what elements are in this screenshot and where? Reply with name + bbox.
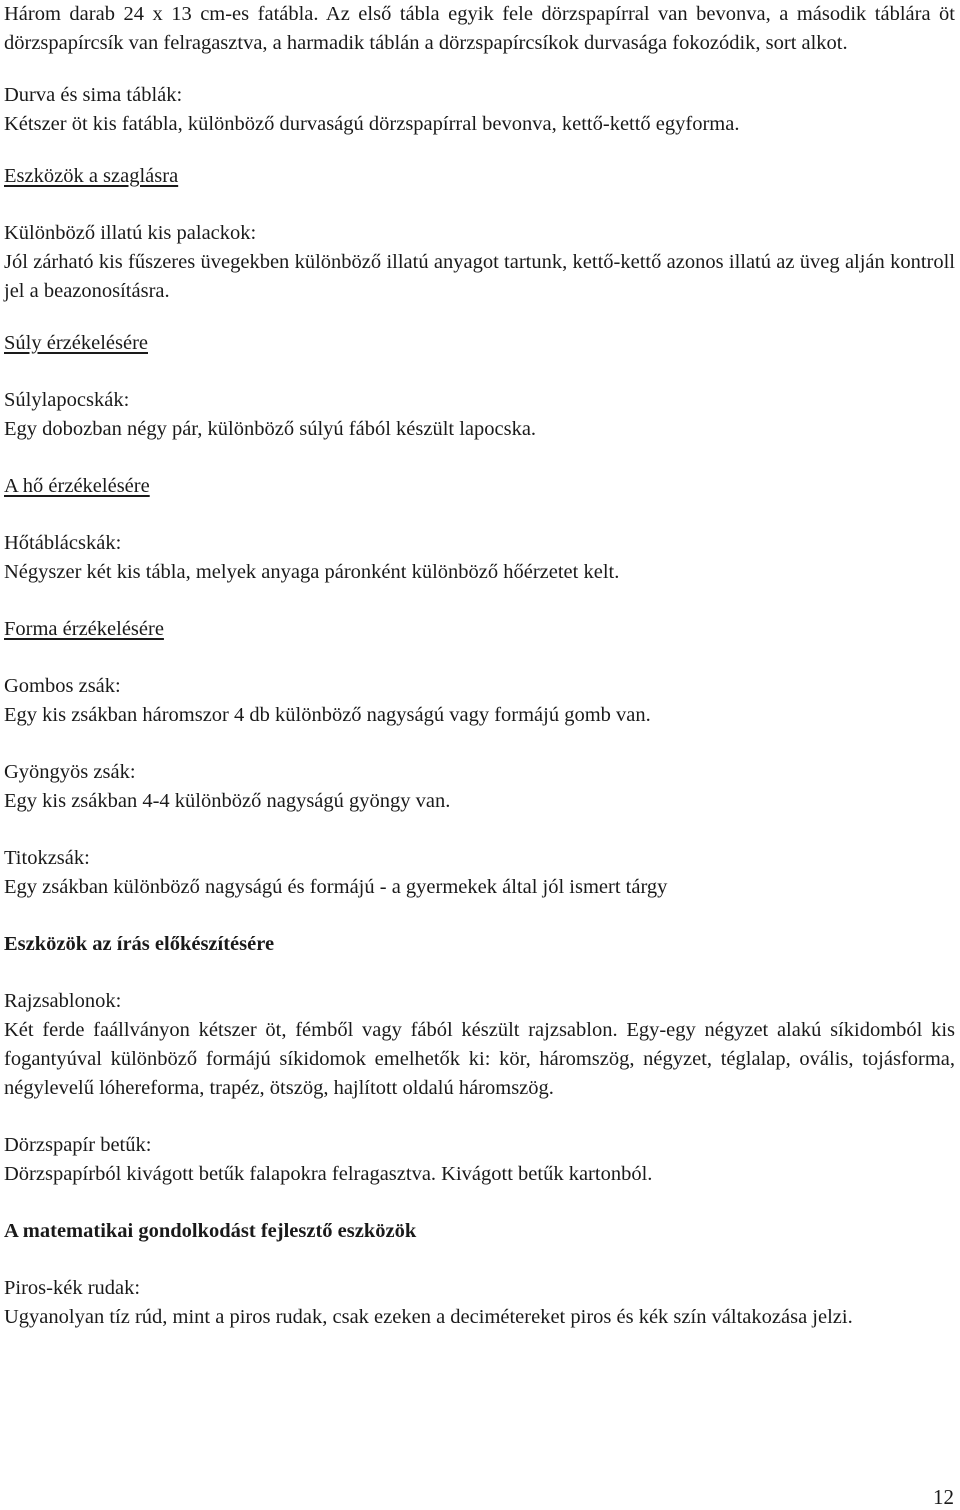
page-number: 12: [933, 1485, 954, 1509]
item-description-palackok: Jól zárható kis fűszeres üvegekben különböző illatú anyagot tartunk, kettő-kettő azonos illatú az üveg alján kontroll jel a beazonosításra.: [4, 251, 955, 302]
item-label-durva-sima: Durva és sima táblák:: [4, 84, 183, 106]
item-description-rajzsablonok: Két ferde faállványon kétszer öt, fémből vagy fából készült rajzsablon. Egy-egy négyzet alakú síkidomból kis fogantyúval különböző formájú síkidomok emelhetők ki: kör, háromszög, négyzet, téglalap, ovális, tojásforma, négylevelű lóhereforma, trapéz, ötszög, hajlított oldalú háromszög.: [4, 1019, 955, 1099]
item-label-hotablacskak: Hőtáblácskák:: [4, 532, 122, 554]
item-label-dorzspapir-betuk: Dörzspapír betűk:: [4, 1134, 152, 1156]
item-description-hotablacskak: Négyszer két kis tábla, melyek anyaga páronként különböző hőérzetet kelt.: [4, 561, 620, 583]
item-description-titokzsak: Egy zsákban különböző nagyságú és formájú - a gyermekek által jól ismert tárgy: [4, 876, 668, 898]
item-description-gombos-zsak: Egy kis zsákban háromszor 4 db különböző nagyságú vagy formájú gomb van.: [4, 704, 651, 726]
document-page: [4, 0, 955, 1332]
section-heading-suly: Súly érzékelésére: [4, 332, 148, 354]
item-label-rajzsablonok: Rajzsablonok:: [4, 990, 122, 1012]
item-description-piros-kek-rudak: Ugyanolyan tíz rúd, mint a piros rudak, csak ezeken a decimétereket piros és kék szín váltakozása jelzi.: [4, 1306, 853, 1328]
item-label-piros-kek-rudak: Piros-kék rudak:: [4, 1277, 141, 1299]
item-description-dorzspapir-betuk: Dörzspapírból kivágott betűk falapokra felragasztva. Kivágott betűk kartonból.: [4, 1163, 653, 1185]
item-label-sulylapocskak: Súlylapocskák:: [4, 389, 130, 411]
section-heading-ho: A hő érzékelésére: [4, 475, 150, 497]
item-description-sulylapocskak: Egy dobozban négy pár, különböző súlyú fából készült lapocska.: [4, 418, 537, 440]
section-heading-szaglas: Eszközök a szaglásra: [4, 165, 179, 187]
section-heading-iras: Eszközök az írás előkészítésére: [4, 933, 275, 955]
item-label-titokzsak: Titokzsák:: [4, 847, 90, 869]
item-description-gyongyos-zsak: Egy kis zsákban 4-4 különböző nagyságú gyöngy van.: [4, 790, 451, 812]
item-label-palackok: Különböző illatú kis palackok:: [4, 222, 257, 244]
section-heading-forma: Forma érzékelésére: [4, 618, 164, 640]
item-label-gombos-zsak: Gombos zsák:: [4, 675, 121, 697]
section-heading-matematika: A matematikai gondolkodást fejlesztő eszközök: [4, 1220, 417, 1242]
item-description-durva-sima: Kétszer öt kis fatábla, különböző durvaságú dörzspapírral bevonva, kettő-kettő egyforma.: [4, 113, 740, 135]
intro-paragraph: Három darab 24 x 13 cm-es fatábla. Az első tábla egyik fele dörzspapírral van bevonva, a második táblára öt dörzspapírcsík van felragasztva, a harmadik táblán a dörzspapírcsíkok durvasága fokozódik, sort alkot.: [4, 3, 955, 54]
item-label-gyongyos-zsak: Gyöngyös zsák:: [4, 761, 136, 783]
